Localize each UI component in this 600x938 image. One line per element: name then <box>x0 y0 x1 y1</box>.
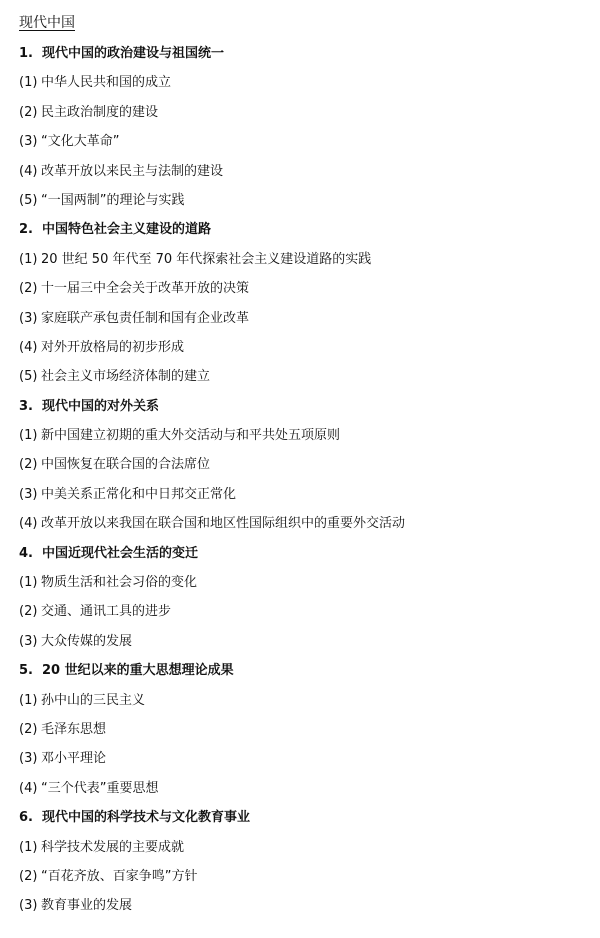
page-title: 现代中国 <box>19 15 75 31</box>
list-item <box>19 455 405 484</box>
item-text: 毛泽东思想 <box>41 721 107 737</box>
section-number: 5. <box>19 663 33 679</box>
list-item <box>19 309 405 338</box>
item-number: (3) <box>19 310 38 326</box>
item-number: (3) <box>19 134 38 150</box>
item-number: (2) <box>19 868 38 884</box>
item-number: (2) <box>19 281 38 297</box>
item-number: (1) <box>19 251 38 267</box>
item-text: 新中国建立初期的重大外交活动与和平共处五项原则 <box>41 428 341 444</box>
item-number: (2) <box>19 604 38 620</box>
section-heading <box>19 44 405 73</box>
item-text: 对外开放格局的初步形成 <box>41 339 185 355</box>
item-text: 教育事业的发展 <box>41 898 133 914</box>
section-heading-text: 中国特色社会主义建设的道路 <box>42 222 212 238</box>
item-text: 十一届三中全会关于改革开放的决策 <box>41 281 250 297</box>
list-item <box>19 103 405 132</box>
section-heading-text: 现代中国的对外关系 <box>42 398 160 414</box>
item-number: (1) <box>19 839 38 855</box>
item-number: (1) <box>19 75 38 91</box>
item-text: 大众传媒的发展 <box>41 633 133 649</box>
item-number: (4) <box>19 780 38 796</box>
item-number: (1) <box>19 575 38 591</box>
item-number: (1) <box>19 692 38 708</box>
section-heading <box>19 661 405 690</box>
item-text: 科学技术发展的主要成就 <box>41 839 185 855</box>
list-item <box>19 838 405 867</box>
item-text: 交通、通讯工具的进步 <box>41 604 172 620</box>
list-item <box>19 867 405 896</box>
item-text: 改革开放以来我国在联合国和地区性国际组织中的重要外交活动 <box>41 516 406 532</box>
item-number: (3) <box>19 633 38 649</box>
list-item <box>19 250 405 279</box>
item-text: “三个代表”重要思想 <box>41 780 159 796</box>
list-item <box>19 132 405 161</box>
outline-list <box>19 44 405 926</box>
item-number: (2) <box>19 721 38 737</box>
list-item <box>19 573 405 602</box>
item-text: 孙中山的三民主义 <box>41 692 146 708</box>
item-number: (5) <box>19 192 38 208</box>
section-number: 6. <box>19 810 33 826</box>
item-number: (2) <box>19 457 38 473</box>
item-text: 民主政治制度的建设 <box>41 104 159 120</box>
list-item <box>19 632 405 661</box>
list-item <box>19 162 405 191</box>
item-text: 20 世纪 50 年代至 70 年代探索社会主义建设道路的实践 <box>41 251 372 267</box>
item-text: 中华人民共和国的成立 <box>41 75 172 91</box>
item-number: (4) <box>19 516 38 532</box>
section-heading <box>19 808 405 837</box>
item-number: (3) <box>19 751 38 767</box>
item-number: (5) <box>19 369 38 385</box>
item-text: 社会主义市场经济体制的建立 <box>41 369 211 385</box>
section-heading-text: 中国近现代社会生活的变迁 <box>42 545 199 561</box>
section-heading <box>19 544 405 573</box>
list-item <box>19 338 405 367</box>
item-text: 家庭联产承包责任制和国有企业改革 <box>41 310 250 326</box>
item-number: (3) <box>19 486 38 502</box>
section-number: 4. <box>19 545 33 561</box>
item-number: (4) <box>19 339 38 355</box>
list-item <box>19 602 405 631</box>
item-text: 中美关系正常化和中日邦交正常化 <box>41 486 237 502</box>
item-number: (4) <box>19 163 38 179</box>
list-item <box>19 514 405 543</box>
list-item <box>19 749 405 778</box>
list-item <box>19 191 405 220</box>
item-number: (2) <box>19 104 38 120</box>
item-text: 改革开放以来民主与法制的建设 <box>41 163 224 179</box>
list-item <box>19 779 405 808</box>
list-item <box>19 426 405 455</box>
item-text: 物质生活和社会习俗的变化 <box>41 575 198 591</box>
item-number: (3) <box>19 898 38 914</box>
section-heading-text: 现代中国的科学技术与文化教育事业 <box>42 810 251 826</box>
list-item <box>19 691 405 720</box>
list-item <box>19 73 405 102</box>
list-item <box>19 720 405 749</box>
item-text: “百花齐放、百家争鸣”方针 <box>41 868 198 884</box>
item-number: (1) <box>19 428 38 444</box>
section-heading <box>19 220 405 249</box>
item-text: 邓小平理论 <box>41 751 107 767</box>
list-item <box>19 367 405 396</box>
section-heading-text: 现代中国的政治建设与祖国统一 <box>42 46 225 61</box>
list-item <box>19 279 405 308</box>
list-item <box>19 485 405 514</box>
list-item <box>19 896 405 925</box>
section-number: 2. <box>19 222 33 238</box>
section-heading <box>19 397 405 426</box>
item-text: “文化大革命” <box>41 134 120 150</box>
section-heading-text: 20 世纪以来的重大思想理论成果 <box>42 663 234 679</box>
item-text: “一国两制”的理论与实践 <box>41 192 185 208</box>
section-number: 3. <box>19 398 33 414</box>
section-number: 1. <box>19 46 33 61</box>
item-text: 中国恢复在联合国的合法席位 <box>41 457 211 473</box>
